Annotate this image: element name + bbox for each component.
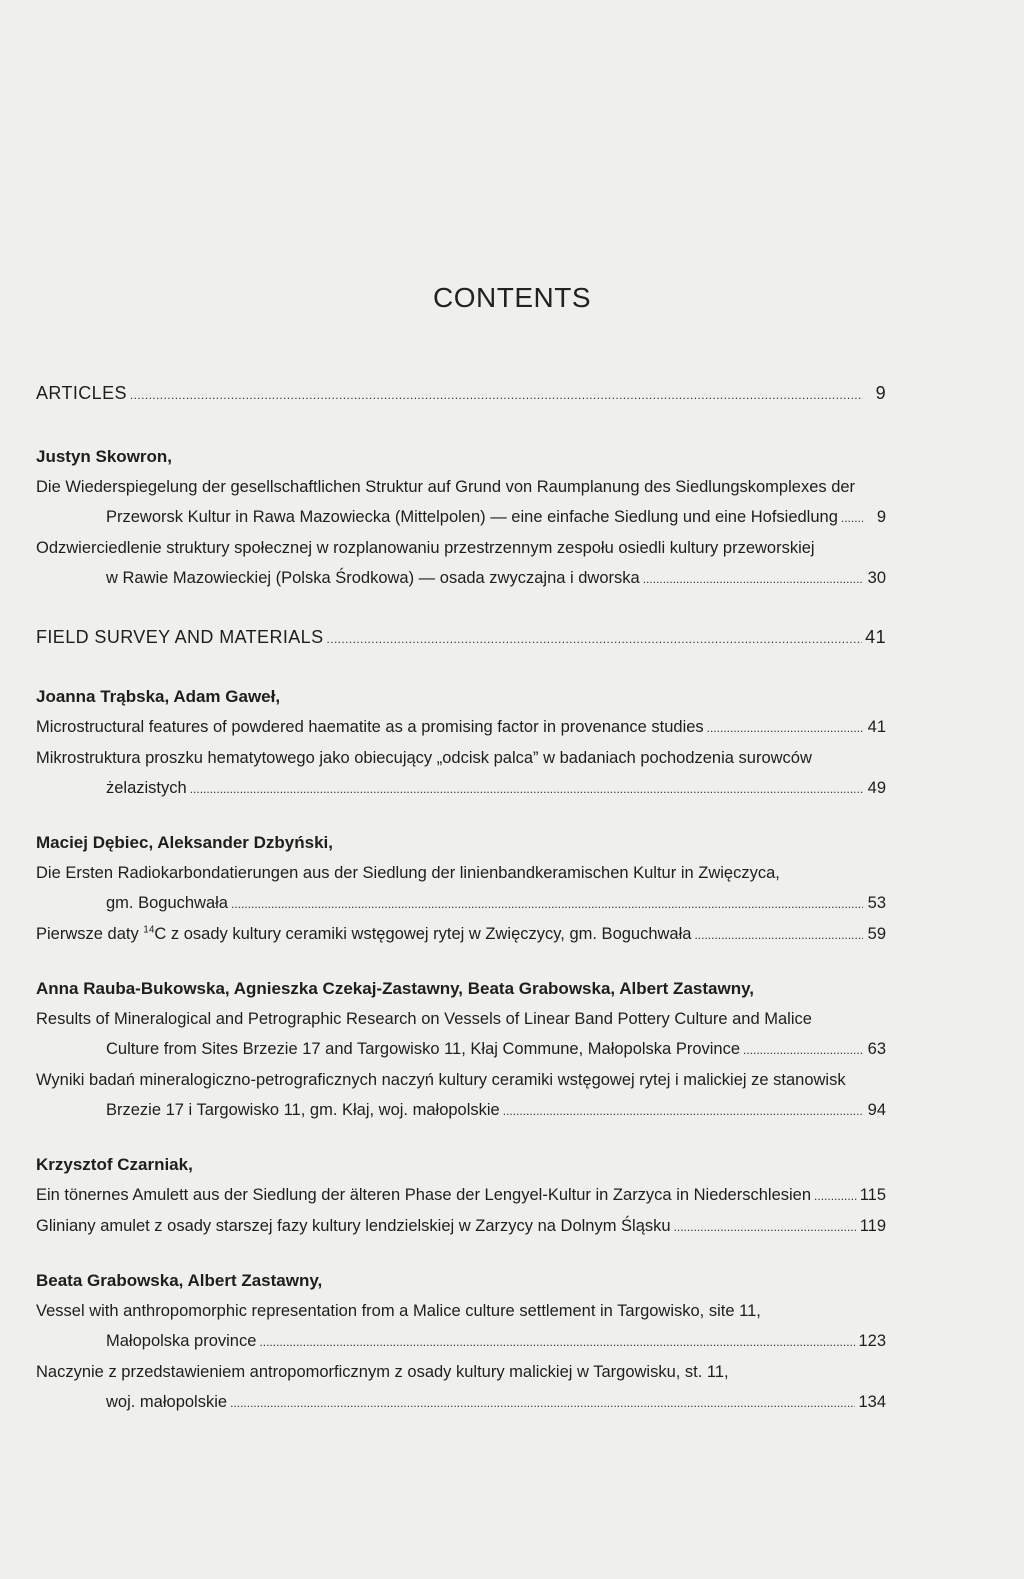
page-number: 30 bbox=[867, 569, 886, 587]
leader-dots bbox=[190, 774, 863, 804]
leader-dots bbox=[674, 1212, 857, 1242]
entry-title-line: Microstructural features of powdered haematite as a promising factor in provenance studies bbox=[36, 718, 704, 736]
entry-title-line[interactable]: Wyniki badań mineralogiczno-petrograficznych naczyń kultury ceramiki wstęgowej rytej i malickiej ze stanowisk bbox=[36, 1071, 846, 1089]
entry-line[interactable] bbox=[36, 919, 886, 950]
entry-line[interactable] bbox=[36, 712, 886, 743]
entry-title-line: Przeworsk Kultur in Rawa Mazowiecka (Mittelpolen) — eine einfache Siedlung und eine Hofsiedlung bbox=[106, 508, 838, 526]
section-articles[interactable] bbox=[36, 378, 886, 410]
superscript: 14 bbox=[143, 924, 155, 936]
section-label: FIELD SURVEY AND MATERIALS bbox=[36, 627, 324, 647]
entry-line[interactable] bbox=[36, 1034, 886, 1065]
entry-line[interactable] bbox=[36, 773, 886, 804]
entry-title-line: Ein tönernes Amulett aus der Siedlung der älteren Phase der Lengyel-Kultur in Zarzyca in Niederschlesien bbox=[36, 1186, 812, 1204]
leader-dots bbox=[230, 1388, 855, 1418]
author: Maciej Dębiec, Aleksander Dzbyński, bbox=[36, 833, 333, 852]
page-number: 41 bbox=[867, 718, 886, 736]
entry-title-line: żelazistych bbox=[106, 779, 187, 797]
entry-title-line: Pierwsze daty $^{14}$C z osady kultury ceramiki wstęgowej rytej w Zwięczycy, gm. Boguchwała bbox=[36, 924, 692, 943]
page-number: 63 bbox=[867, 1040, 886, 1058]
leader-dots bbox=[130, 380, 863, 410]
table-of-contents bbox=[36, 378, 886, 1418]
author: Anna Rauba-Bukowska, Agnieszka Czekaj-Zastawny, Beata Grabowska, Albert Zastawny, bbox=[36, 979, 754, 998]
page-number: 49 bbox=[867, 779, 886, 797]
page-number: 9 bbox=[876, 508, 886, 526]
entry-title-line[interactable]: Naczynie z przedstawieniem antropomorficznym z osady kultury malickiej w Targowisku, st. 11, bbox=[36, 1363, 729, 1381]
entry-line[interactable] bbox=[36, 1095, 886, 1126]
entry-title-line[interactable]: Die Ersten Radiokarbondatierungen aus der Siedlung der linienbandkeramischen Kultur in Zwięczyca, bbox=[36, 864, 780, 882]
author: Joanna Trąbska, Adam Gaweł, bbox=[36, 687, 281, 706]
author: Justyn Skowron, bbox=[36, 447, 173, 466]
leader-dots bbox=[743, 1035, 863, 1065]
leader-dots bbox=[643, 564, 863, 594]
leader-dots bbox=[259, 1327, 855, 1357]
entry-line[interactable] bbox=[36, 1180, 886, 1211]
entry-title-line: Gliniany amulet z osady starszej fazy kultury lendzielskiej w Zarzycy na Dolnym Śląsku bbox=[36, 1217, 671, 1235]
entry-title-line[interactable]: Vessel with anthropomorphic representation from a Malice culture settlement in Targowisko, site 11, bbox=[36, 1302, 761, 1320]
page-number: 9 bbox=[875, 383, 886, 403]
page-number: 53 bbox=[867, 894, 886, 912]
page-number: 134 bbox=[858, 1393, 886, 1411]
section-field-survey[interactable] bbox=[36, 622, 886, 654]
entry-line[interactable] bbox=[36, 1387, 886, 1418]
entry-line[interactable] bbox=[36, 563, 886, 594]
leader-dots bbox=[694, 920, 863, 950]
entry-line[interactable] bbox=[36, 1326, 886, 1357]
entry-title-line: woj. małopolskie bbox=[106, 1393, 228, 1411]
entry-line[interactable] bbox=[36, 1211, 886, 1242]
entry-line[interactable] bbox=[36, 888, 886, 919]
leader-dots bbox=[326, 624, 862, 654]
page-number: 115 bbox=[859, 1186, 886, 1204]
page-title: CONTENTS bbox=[433, 282, 591, 313]
entry-title-line[interactable]: Odzwierciedlenie struktury społecznej w rozplanowaniu przestrzennym zespołu osiedli kultury przeworskiej bbox=[36, 539, 815, 557]
entry-title-line: w Rawie Mazowieckiej (Polska Środkowa) — osada zwyczajna i dworska bbox=[106, 569, 640, 587]
page-number: 119 bbox=[859, 1217, 886, 1235]
entry-title-line: gm. Boguchwała bbox=[106, 894, 228, 912]
leader-dots bbox=[503, 1096, 863, 1126]
entry-title-line[interactable]: Die Wiederspiegelung der gesellschaftlichen Struktur auf Grund von Raumplanung des Siedlungskomplexes der bbox=[36, 478, 856, 496]
author: Beata Grabowska, Albert Zastawny, bbox=[36, 1271, 323, 1290]
page-number: 123 bbox=[858, 1332, 886, 1350]
leader-dots bbox=[231, 889, 863, 919]
entry-title-line[interactable]: Mikrostruktura proszku hematytowego jako obiecujący „odcisk palca” w badaniach pochodzenia surowców bbox=[36, 749, 812, 767]
leader-dots bbox=[707, 713, 863, 743]
entry-title-line[interactable]: Results of Mineralogical and Petrographic Research on Vessels of Linear Band Pottery Culture and Malice bbox=[36, 1010, 812, 1028]
entry-title-line: Culture from Sites Brzezie 17 and Targowisko 11, Kłaj Commune, Małopolska Province bbox=[106, 1040, 741, 1058]
author: Krzysztof Czarniak, bbox=[36, 1155, 193, 1174]
entry-title-line: Małopolska province bbox=[106, 1332, 257, 1350]
leader-dots bbox=[841, 503, 863, 533]
leader-dots bbox=[814, 1181, 857, 1211]
entry-title-line: Brzezie 17 i Targowisko 11, gm. Kłaj, woj. małopolskie bbox=[106, 1101, 500, 1119]
page-number: 41 bbox=[865, 627, 886, 647]
entry-line[interactable] bbox=[36, 502, 886, 533]
page-number: 59 bbox=[867, 925, 886, 943]
page-number: 94 bbox=[867, 1101, 886, 1119]
section-label: ARTICLES bbox=[36, 383, 127, 403]
